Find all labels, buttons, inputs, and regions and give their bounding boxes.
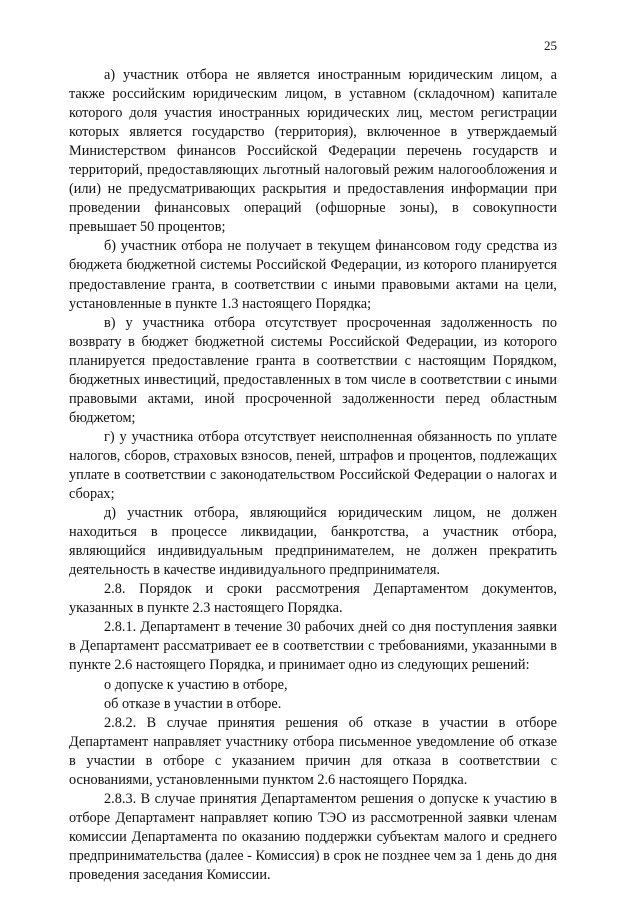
paragraph-decision-admit: о допуске к участию в отборе,: [104, 676, 288, 693]
paragraph-condition-d: г) у участника отбора отсутствует неисполненная обязанность по уплате налогов, сборов, страховых взносов, пеней, штрафов и процентов, подлежащих уплате в соответствии с законодательством Российской Федерации о налогах и сборах;: [69, 428, 557, 503]
paragraph-condition-a: а) участник отбора не является иностранным юридическим лицом, а также российским юридическим лицом, в уставном (складочном) капитале которого доля участия иностранных юридических лиц, местом регистрации которых является государство (территория), включенное в утверждаемый Министерством финансов Российской Федерации перечень государств и территорий, предоставляющих льготный налоговый режим налогообложения и (или) не предусматривающих раскрытия и предоставления информации при проведении финансовых операций (офшорные зоны), в совокупности превышает 50 процентов;: [69, 67, 557, 236]
document-body: [69, 66, 557, 885]
paragraph-condition-b: б) участник отбора не получает в текущем финансовом году средства из бюджета бюджетной системы Российской Федерации, из которого планируется предоставление гранта, в соответствии с иными правовыми актами на цели, установленные в пункте 1.3 настоящего Порядка;: [69, 238, 557, 312]
paragraph-decision-refuse: об отказе в участии в отборе.: [104, 695, 282, 712]
paragraph-section-2-8-3: 2.8.3. В случае принятия Департаментом решения о допуске к участию в отборе Департамент направляет копию ТЭО из рассмотренной заявки членам комиссии Департамента по оказанию поддержки субъектам малого и среднего предпринимательства (далее - Комиссия) в срок не позднее чем за 1 день до дня проведения заседания Комиссии.: [69, 790, 557, 883]
page-number: 25: [544, 38, 557, 53]
paragraph-condition-e: д) участник отбора, являющийся юридическим лицом, не должен находиться в процессе ликвидации, банкротства, а участник отбора, являющийся индивидуальным предпринимателем, не должен прекратить деятельность в качестве индивидуального предпринимателя.: [69, 505, 557, 579]
paragraph-section-2-8-1: 2.8.1. Департамент в течение 30 рабочих дней со дня поступления заявки в Департамент рассматривает ее в соответствии с требованиями, указанными в пункте 2.6 настоящего Порядка, и принимает одно из следующих решений:: [69, 619, 557, 674]
paragraph-section-2-8: 2.8. Порядок и сроки рассмотрения Департаментом документов, указанных в пункте 2.3 настоящего Порядка.: [69, 581, 557, 617]
paragraph-section-2-8-2: 2.8.2. В случае принятия решения об отказе в участии в отборе Департамент направляет участнику отбора письменное уведомление об отказе в участии в отборе с указанием причин для отказа в соответствии с основаниями, установленными пунктом 2.6 настоящего Порядка.: [69, 714, 557, 788]
paragraph-condition-c: в) у участника отбора отсутствует просроченная задолженность по возврату в бюджет бюджетной системы Российской Федерации, из которого планируется предоставление гранта в соответствии с настоящим Порядком, бюджетных инвестиций, предоставленных в том числе в соответствии с иными правовыми актами, иной просроченной задолженности перед областным бюджетом;: [69, 314, 557, 426]
